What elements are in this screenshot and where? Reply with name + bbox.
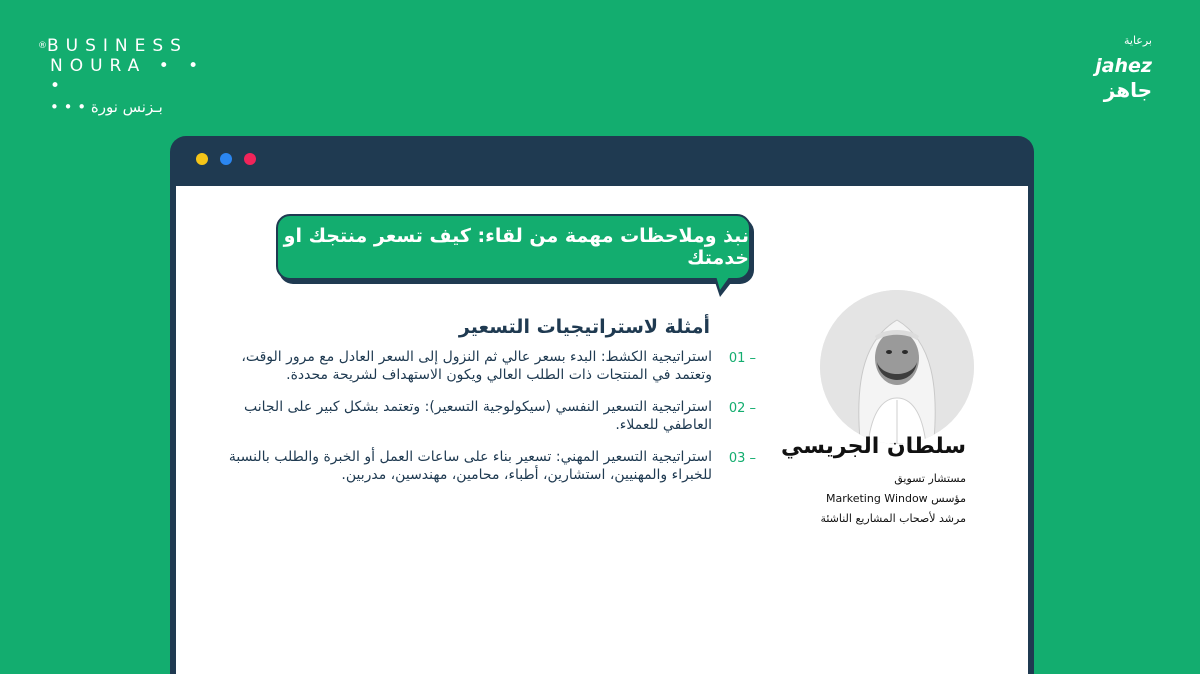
speaker-roles <box>820 469 966 529</box>
list-item-text: استراتيجية التسعير المهني: تسعير بناء على ساعات العمل أو الخبرة والطلب بالنسبة للخبراء والمهنيين، استشارين، أطباء، محامين، مهندسين، مدربين. <box>228 449 712 483</box>
logo-text-arabic: بـزنس نورة • • • <box>50 98 163 116</box>
logo-line-1 <box>38 36 218 56</box>
list-item-number: 02 – <box>720 398 756 416</box>
list-item <box>216 448 756 484</box>
window-dot-red-icon <box>244 153 256 165</box>
logo-text-business: BUSINESS <box>47 36 188 56</box>
browser-window <box>170 136 1034 674</box>
registered-mark: ® <box>38 41 47 51</box>
list-item-text: استراتيجية الكشط: البدء بسعر عالي ثم النزول إلى السعر العادل مع مرور الوقت، وتعتمد في المنتجات ذات الطلب العالي ويكون الاستهداف لشريحة محددة. <box>241 349 712 383</box>
jahez-logo-en: jahez <box>1095 55 1152 77</box>
list-item-text: استراتيجية التسعير النفسي (سيكولوجية التسعير): وتعتمد بشكل كبير على الجانب العاطفي للعملاء. <box>243 399 712 433</box>
speaker-role: مستشار تسويق <box>894 472 966 485</box>
business-noura-logo <box>38 36 218 118</box>
window-dot-blue-icon <box>220 153 232 165</box>
list-item-number: 03 – <box>720 448 756 466</box>
speaker-photo <box>820 290 974 444</box>
speaker-role: مرشد لأصحاب المشاريع الناشئة <box>820 512 966 525</box>
headline-text: نبذ وملاحظات مهمة من لقاء: كيف تسعر منتجك او خدمتك <box>283 225 749 269</box>
list-item <box>216 398 756 434</box>
speaker-name: سلطان الجريسي <box>781 434 966 459</box>
logo-text-noura: NOURA • • • <box>50 56 206 96</box>
window-dot-yellow-icon <box>196 153 208 165</box>
sponsor-by-label: برعاية <box>1123 34 1152 47</box>
section-title: أمثلة لاستراتيجيات التسعير <box>458 316 710 338</box>
window-controls <box>196 153 256 165</box>
window-content <box>176 186 1028 674</box>
speaker-role: مؤسس Marketing Window <box>825 492 966 505</box>
list-item <box>216 348 756 384</box>
strategies-list <box>216 348 756 498</box>
list-item-number: 01 – <box>720 348 756 366</box>
jahez-logo-ar: جاهز <box>1103 78 1152 102</box>
bubble-tail-fill <box>716 276 730 290</box>
headline-bubble <box>276 214 751 280</box>
person-silhouette-icon <box>820 290 974 444</box>
sponsor-block <box>1032 34 1152 102</box>
